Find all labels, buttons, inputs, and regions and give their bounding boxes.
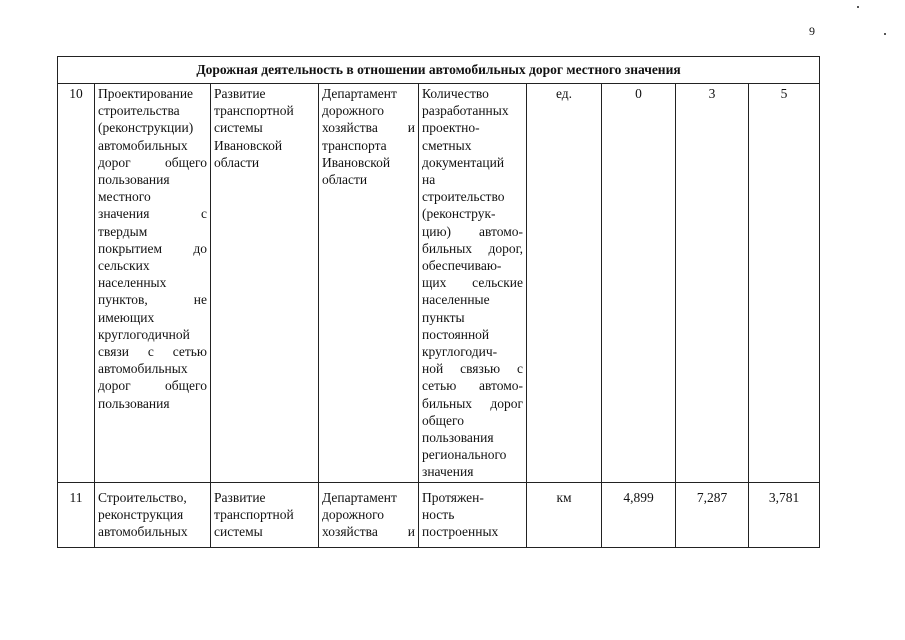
cell-line: значения с <box>98 206 207 222</box>
cell-line: Ивановской <box>322 154 391 170</box>
cell-line: построенных <box>422 524 499 540</box>
cell-line: сметных <box>422 137 472 153</box>
table-row <box>58 84 820 483</box>
cell-line: щих сельские <box>422 275 523 291</box>
cell-line: области <box>214 154 260 170</box>
unit-cell: ед. <box>527 84 602 483</box>
section-header-row <box>58 57 820 84</box>
row-number: 11 <box>58 482 95 547</box>
indicator-cell <box>419 482 527 547</box>
cell-line: (реконструк- <box>422 206 496 222</box>
program-cell <box>211 84 319 483</box>
value-cell-1: 0 <box>602 84 676 483</box>
cell-line: значения <box>422 464 474 480</box>
cell-line: строительства <box>98 103 180 119</box>
cell-line: пункты <box>422 309 465 325</box>
cell-line: (реконструкции) <box>98 120 194 136</box>
cell-line: документаций <box>422 154 505 170</box>
cell-line: строительство <box>422 189 505 205</box>
page-number: 9 <box>809 24 815 38</box>
executor-cell <box>319 84 419 483</box>
cell-line: Развитие <box>214 489 266 505</box>
cell-line: автомобильных <box>98 524 188 540</box>
cell-line: Количество <box>422 86 489 101</box>
cell-line: дорог общего <box>98 378 207 394</box>
cell-line: регионального <box>422 447 507 463</box>
table-row <box>58 482 820 547</box>
cell-line: Ивановской <box>214 137 283 153</box>
cell-line: на <box>422 172 436 188</box>
cell-line: Строительство, <box>98 489 187 505</box>
value-cell-3: 5 <box>749 84 820 483</box>
cell-line: хозяйства и <box>322 524 415 540</box>
value-cell-2: 3 <box>676 84 749 483</box>
cell-line: обеспечиваю- <box>422 258 502 274</box>
cell-line: круглогодичной <box>98 326 190 342</box>
cell-line: Развитие <box>214 86 266 101</box>
cell-line: пользования <box>98 172 170 188</box>
cell-line: населенных <box>98 275 167 291</box>
cell-line: постоянной <box>422 326 490 342</box>
cell-line: бильных дорог, <box>422 240 523 256</box>
cell-line: транспортной <box>214 103 294 119</box>
cell-line: пользования <box>422 430 494 446</box>
row-number: 10 <box>58 84 95 483</box>
section-title: Дорожная деятельность в отношении автомобильных дорог местного значения <box>58 57 820 84</box>
cell-line: сельских <box>98 258 150 274</box>
cell-line: Департамент <box>322 86 397 101</box>
cell-line: твердым <box>98 223 148 239</box>
cell-line: системы <box>214 120 263 136</box>
cell-line: ность <box>422 506 455 522</box>
scan-speck <box>857 6 859 8</box>
program-cell <box>211 482 319 547</box>
executor-cell <box>319 482 419 547</box>
indicators-table <box>57 56 820 548</box>
cell-line: автомобильных <box>98 137 188 153</box>
cell-line: цию) автомо- <box>422 223 523 239</box>
cell-line: хозяйства и <box>322 120 415 136</box>
cell-line: проектно- <box>422 120 480 136</box>
cell-line: покрытием до <box>98 240 207 256</box>
cell-line: дорог общего <box>98 154 207 170</box>
cell-line: дорожного <box>322 506 385 522</box>
cell-line: Департамент <box>322 489 397 505</box>
cell-line: Проектирование <box>98 86 194 101</box>
indicator-cell <box>419 84 527 483</box>
cell-line: круглогодич- <box>422 344 498 360</box>
value-cell-1: 4,899 <box>602 482 676 547</box>
scan-speck <box>884 33 886 35</box>
cell-line: пользования <box>98 395 170 411</box>
cell-line: системы <box>214 524 263 540</box>
cell-line: Протяжен- <box>422 489 484 505</box>
cell-line: автомобильных <box>98 361 188 377</box>
cell-line: реконструкция <box>98 506 184 522</box>
cell-line: местного <box>98 189 151 205</box>
cell-line: сетью автомо- <box>422 378 523 394</box>
cell-line: общего <box>422 412 464 428</box>
cell-line: имеющих <box>98 309 155 325</box>
value-cell-2: 7,287 <box>676 482 749 547</box>
cell-line: области <box>322 172 368 188</box>
cell-line: транспорта <box>322 137 387 153</box>
cell-line: разработанных <box>422 103 509 119</box>
cell-line: дорожного <box>322 103 385 119</box>
cell-line: бильных дорог <box>422 395 523 411</box>
cell-line: пунктов, не <box>98 292 207 308</box>
value-cell-3: 3,781 <box>749 482 820 547</box>
cell-line: ной связью с <box>422 361 523 377</box>
cell-line: транспортной <box>214 506 294 522</box>
cell-line: связи с сетью <box>98 344 207 360</box>
cell-line: населенные <box>422 292 490 308</box>
activity-cell <box>95 482 211 547</box>
unit-cell: км <box>527 482 602 547</box>
activity-cell <box>95 84 211 483</box>
